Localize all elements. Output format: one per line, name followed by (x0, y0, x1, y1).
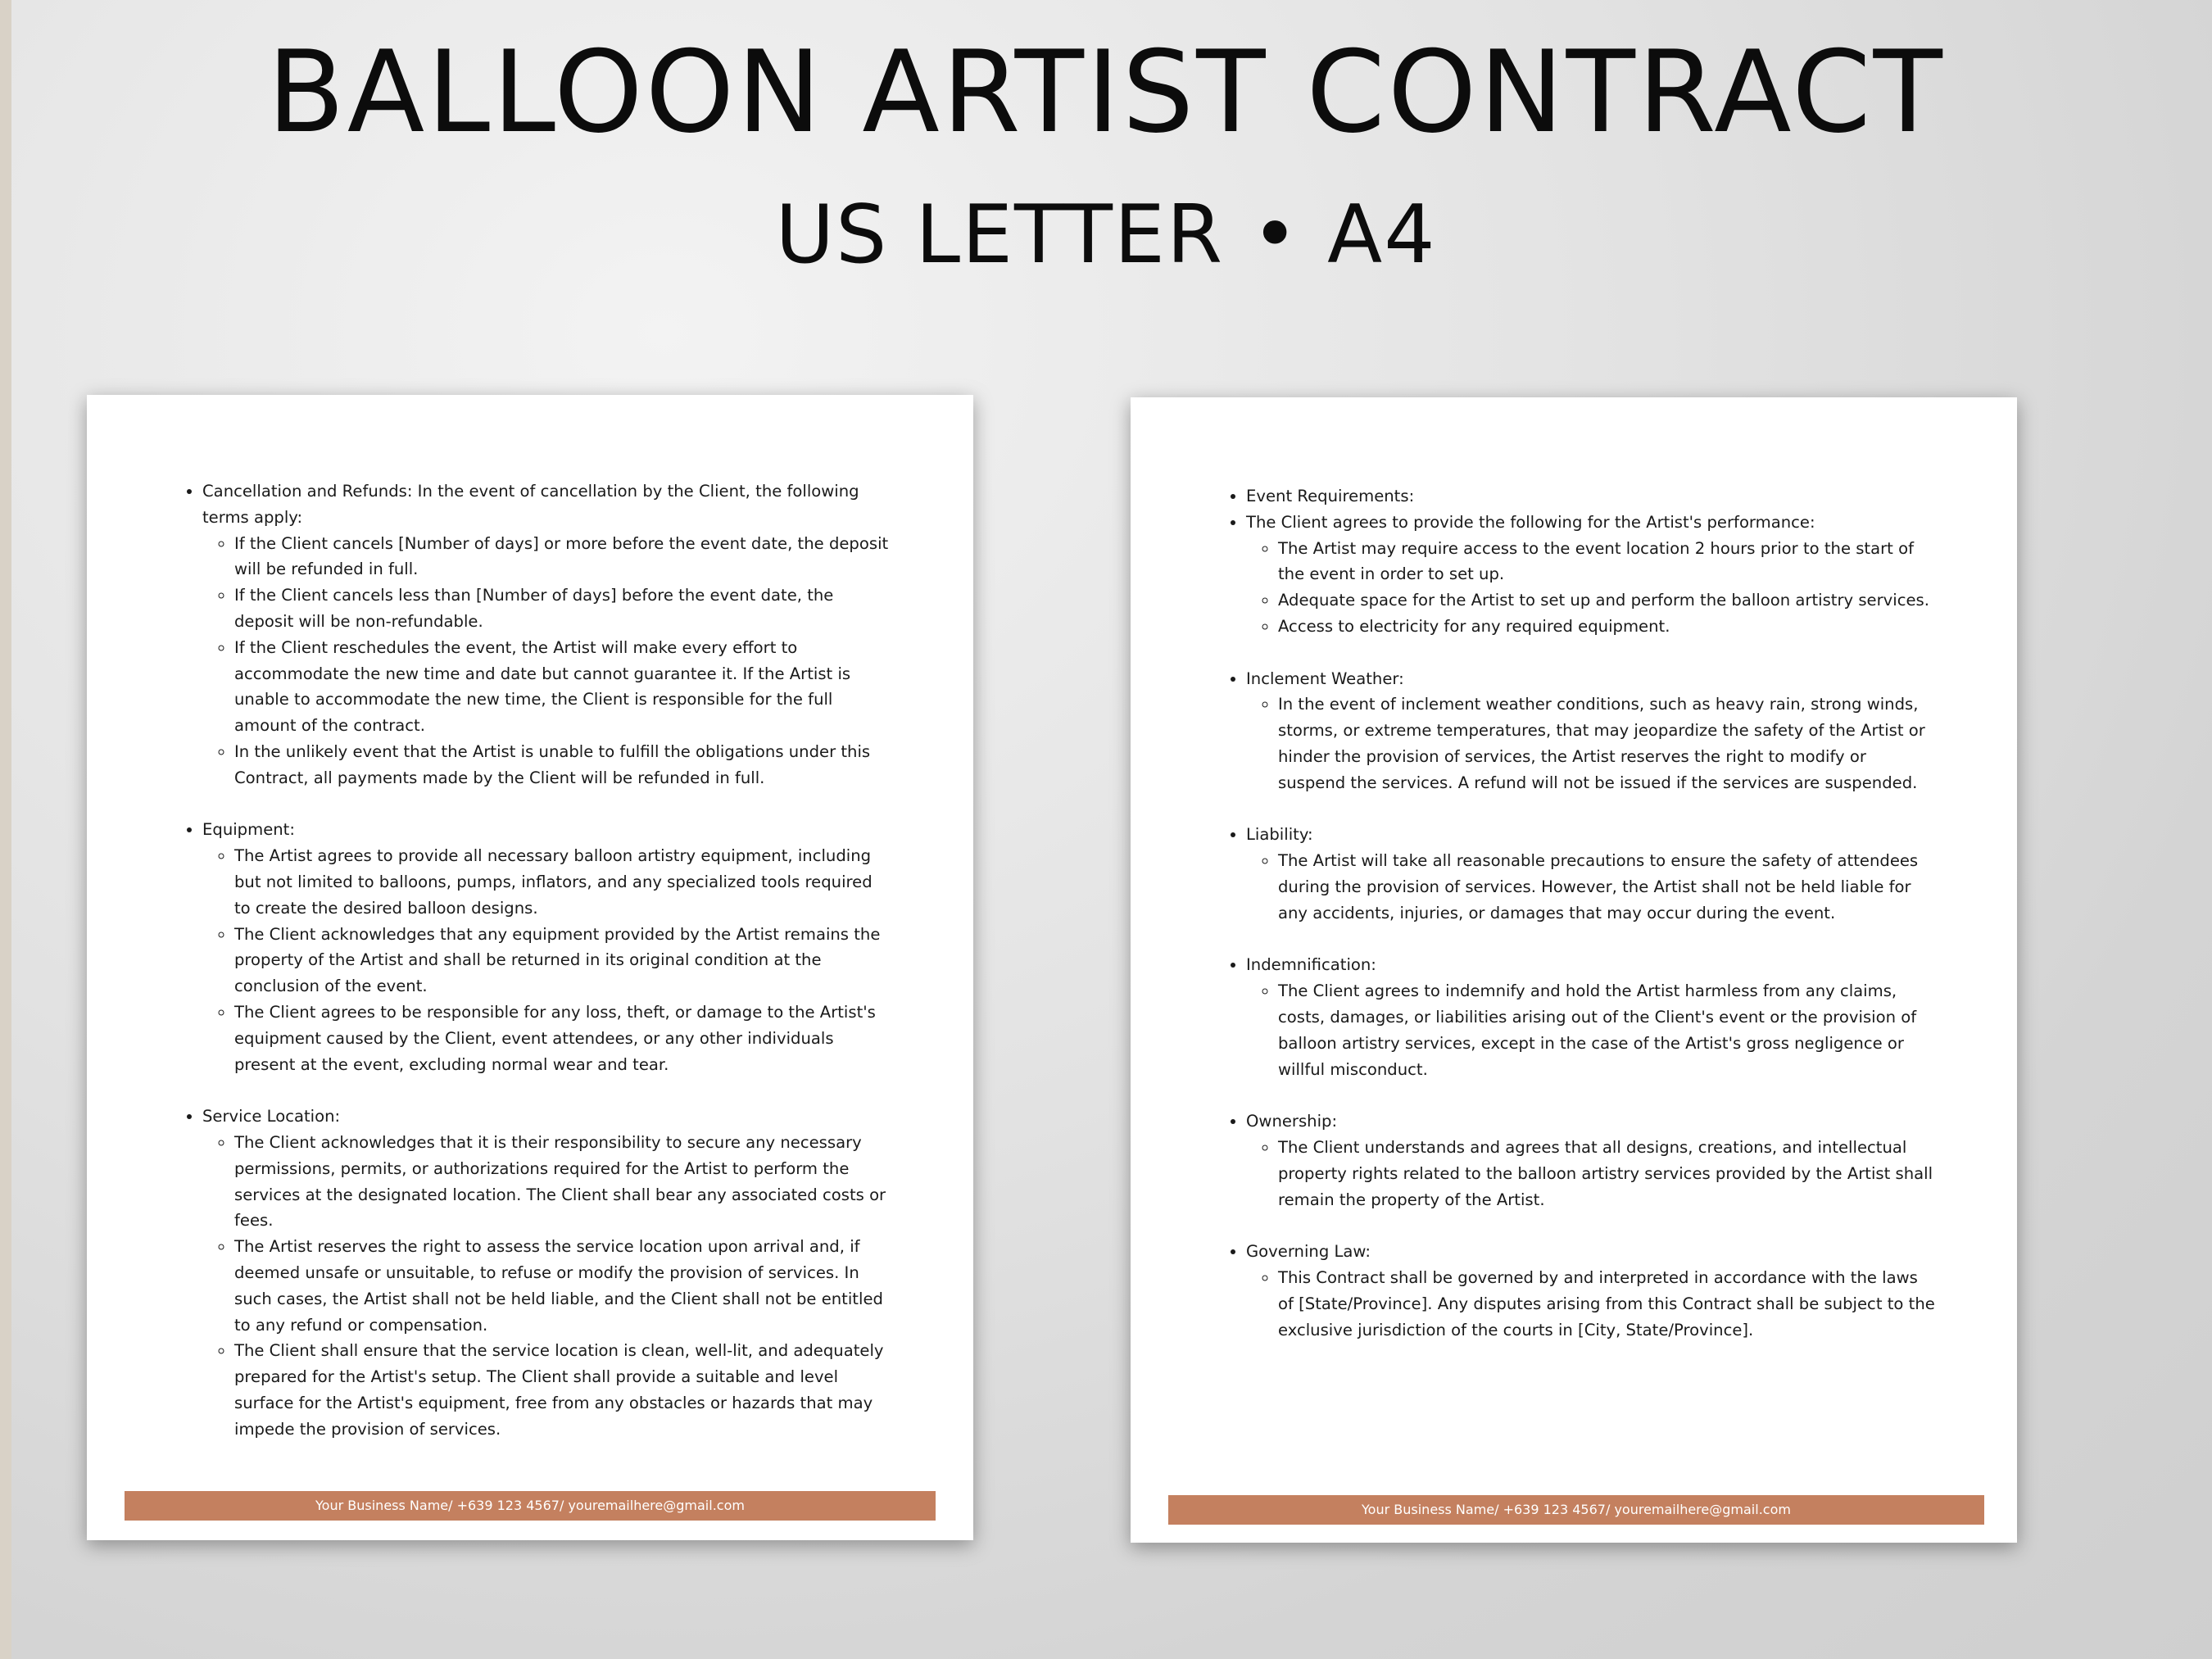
document-page-right (1131, 397, 2017, 1543)
section-indemnification (1246, 952, 1935, 1082)
clause-list (1246, 1135, 1935, 1213)
clause-item: ◦ The Artist will take all reasonable precautions to ensure the safety of attendees during the provision of services. However, the Artist shall not be held liable for any accidents, injuries, or damages that may occur during the event. (1278, 848, 1935, 926)
clause-item: ◦ In the event of inclement weather conditions, such as heavy rain, strong winds, storms, or extreme temperatures, that may jeopardize the safety of the Artist or hinder the provision of services, the Artist reserves the right to modify or suspend the services. A refund will not be issued if the services are suspended. (1278, 691, 1935, 796)
section-heading: Ownership: (1246, 1112, 1338, 1131)
section-heading: Event Requirements: (1246, 487, 1415, 505)
section-heading: Cancellation and Refunds: In the event of cancellation by the Client, the following terms apply: (202, 482, 859, 527)
clause-item: ◦ Access to electricity for any required equipment. (1278, 614, 1935, 640)
clause-item: ◦ The Artist may require access to the event location 2 hours prior to the start of the event in order to set up. (1278, 536, 1935, 588)
clause-item: ◦ The Client acknowledges that any equipment provided by the Artist remains the property of the Artist and shall be returned in its original condition at the conclusion of the event. (234, 922, 891, 999)
clause-item: ◦ The Client shall ensure that the service location is clean, well-lit, and adequately prepared for the Artist's setup. The Client shall provide a suitable and level surface for the Artist's equipment, free from any obstacles or hazards that may impede the provision of services. (234, 1338, 891, 1442)
page-content (87, 395, 973, 1468)
clause-list (202, 531, 891, 791)
section-heading: Governing Law: (1246, 1242, 1371, 1262)
clause-list (202, 843, 891, 1077)
section-service-location (202, 1104, 891, 1442)
section-list (183, 478, 891, 1442)
clause-item: ◦ In the unlikely event that the Artist is unable to fulfill the obligations under this Contract, all payments made by the Client will be refunded in full. (234, 739, 891, 791)
section-heading: Equipment: (202, 820, 295, 840)
page-title: BALLOON ARTIST CONTRACT (267, 26, 1945, 158)
page-subtitle: US LETTER • A4 (775, 188, 1437, 282)
page-content (1131, 397, 2017, 1369)
footer-contact-bar: Your Business Name/ +639 123 4567/ youremailhere@gmail.com (1168, 1495, 1984, 1525)
clause-item: ◦ If the Client cancels [Number of days] or more before the event date, the deposit will be refunded in full. (234, 531, 891, 583)
document-page-left (87, 395, 973, 1540)
clause-item: ◦ The Client understands and agrees that all designs, creations, and intellectual property rights related to the balloon artistry services provided by the Artist shall remain the property of the Artist. (1278, 1135, 1935, 1213)
clause-list (1246, 1265, 1935, 1343)
section-heading: Liability: (1246, 825, 1313, 845)
clause-item: ◦ If the Client reschedules the event, the Artist will make every effort to accommodate the new time and date but cannot guarantee it. If the Artist is unable to accommodate the new time, the Client is responsible for the full amount of the contract. (234, 635, 891, 739)
section-client-provisions (1246, 510, 1935, 640)
clause-list (1246, 978, 1935, 1082)
section-equipment (202, 817, 891, 1077)
section-cancellation (202, 478, 891, 791)
clause-item: ◦ If the Client cancels less than [Number of days] before the event date, the deposit will be non-refundable. (234, 582, 891, 635)
clause-item: ◦ The Client agrees to be responsible for any loss, theft, or damage to the Artist's equipment caused by the Client, event attendees, or any other individuals present at the event, excluding normal wear and tear. (234, 999, 891, 1077)
section-heading: The Client agrees to provide the following for the Artist's performance: (1246, 512, 1815, 532)
clause-item: ◦ The Artist agrees to provide all necessary balloon artistry equipment, including but not limited to balloons, pumps, inflators, and any specialized tools required to create the desired balloon designs. (234, 843, 891, 921)
clause-item: ◦ The Client acknowledges that it is their responsibility to secure any necessary permissions, permits, or authorizations required for the Artist to perform the services at the designated location. The Client shall bear any associated costs or fees. (234, 1130, 891, 1234)
section-inclement-weather (1246, 666, 1935, 796)
clause-item: ◦ Adequate space for the Artist to set up and perform the balloon artistry services. (1278, 587, 1935, 614)
section-liability (1246, 822, 1935, 926)
clause-item: ◦ This Contract shall be governed by and interpreted in accordance with the laws of [State/Province]. Any disputes arising from this Contract shall be subject to the exclusive jurisdiction of the courts in [City, State/Province]. (1278, 1265, 1935, 1343)
section-heading: Indemnification: (1246, 955, 1376, 975)
section-ownership (1246, 1108, 1935, 1213)
section-list (1226, 483, 1935, 1343)
clause-list (1246, 848, 1935, 926)
clause-item: ◦ The Client agrees to indemnify and hold the Artist harmless from any claims, costs, damages, or liabilities arising out of the Client's event or the provision of balloon artistry services, except in the case of the Artist's gross negligence or willful misconduct. (1278, 978, 1935, 1082)
section-event-requirements (1246, 483, 1935, 510)
clause-item: ◦ The Artist reserves the right to assess the service location upon arrival and, if deemed unsafe or unsuitable, to refuse or modify the provision of services. In such cases, the Artist shall not be held liable, and the Client shall not be entitled to any refund or compensation. (234, 1234, 891, 1338)
section-heading: Inclement Weather: (1246, 669, 1404, 688)
clause-list (202, 1130, 891, 1443)
section-heading: Service Location: (202, 1107, 341, 1126)
clause-list (1246, 691, 1935, 796)
section-governing-law (1246, 1239, 1935, 1343)
clause-list (1246, 536, 1935, 640)
footer-contact-bar: Your Business Name/ +639 123 4567/ youremailhere@gmail.com (125, 1491, 936, 1521)
